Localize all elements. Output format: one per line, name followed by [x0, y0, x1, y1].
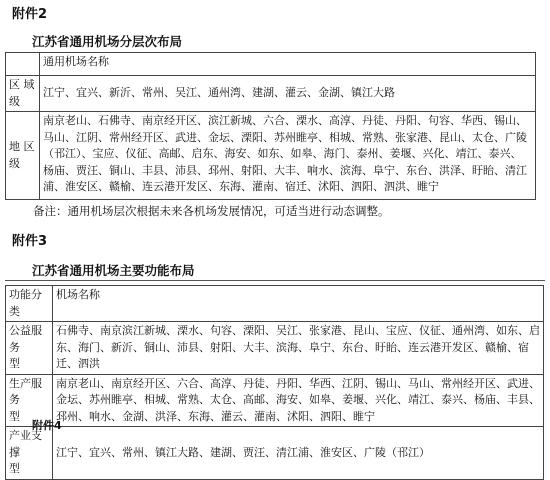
attachment3-heading: 附件3 [12, 234, 48, 249]
attachment3-row-label-industry: 产业支撑 型 [6, 427, 53, 480]
attachment3-row-label-production: 生产服务 型 [6, 374, 53, 427]
attachment2-row-content-local: 南京老山、石佛寺、南京经开区、滨江新城、六合、溧水、高淳、丹徒、丹阳、句容、华西、锡山、马山、江阴、常州经开区、武进、金坛、溧阳、苏州睢亭、相城、常熟、张家港、昆山、太仓、广陵（邗江）、宝应、仪征、高邮、启东、海安、如东、如皋、海门、泰州、姜堰、兴化、靖江、泰兴、杨庙、贾汪、铜山、丰县、沛县、邳州、射阳、大丰、响水、滨海、阜宁、东台、洪泽、盱眙、清江浦、淮安区、赣榆、连云港开发区、东海、灌南、宿迁、沭阳、泗阳、泗洪、睢宁 [40, 112, 536, 200]
attachment3-row-label-public: 公益服务 型 [6, 322, 53, 375]
attachment3-top-rule [5, 280, 545, 281]
attachment2-row-label-regional: 区 域 级 [6, 76, 40, 112]
attachment2-row-label-local: 地 区 级 [6, 112, 40, 200]
attachment3-title: 江苏省通用机场主要功能布局 [32, 263, 195, 278]
attachment4-heading-partial: 附件4 [32, 419, 62, 432]
attachment2-table [5, 52, 536, 200]
attachment3-row-content-production: 南京老山、南京经开区、六合、高淳、丹徒、丹阳、华西、江阴、锡山、马山、常州经开区、武进、金坛、苏州睢亭、相城、常熟、太仓、高邮、海安、如皋、姜堰、兴化、靖江、泰兴、杨庙、丰县、邳州、响水、金湖、洪泽、东海、灌云、灌南、沭阳、泗阳、睢宁 [53, 374, 544, 427]
attachment3-header-category: 功能分类 [6, 286, 53, 322]
attachment3-row-content-public: 石佛寺、南京滨江新城、溧水、句容、溧阳、吴江、张家港、昆山、宝应、仪征、通州湾、如东、启东、海门、新沂、铜山、沛县、射阳、大丰、滨海、阜宁、东台、盱眙、连云港开发区、赣榆、宿迁、泗洪 [53, 322, 544, 375]
attachment2-header-cell: 通用机场名称 [40, 53, 536, 76]
attachment3-header-airport-name: 机场名称 [53, 286, 544, 322]
attachment2-heading: 附件2 [12, 7, 48, 22]
attachment3-table [5, 285, 544, 480]
attachment2-note: 备注：通用机场层次根据未来各机场发展情况，可适当进行动态调整。 [33, 204, 390, 218]
attachment2-title: 江苏省通用机场分层次布局 [32, 34, 183, 49]
attachment3-row-content-industry: 江宁、宜兴、常州、镇江大路、建湖、贾汪、清江浦、淮安区、广陵（邗江） [53, 427, 544, 480]
attachment2-row-content-regional: 江宁、宜兴、新沂、常州、吴江、通州湾、建湖、灌云、金湖、镇江大路 [40, 76, 536, 112]
